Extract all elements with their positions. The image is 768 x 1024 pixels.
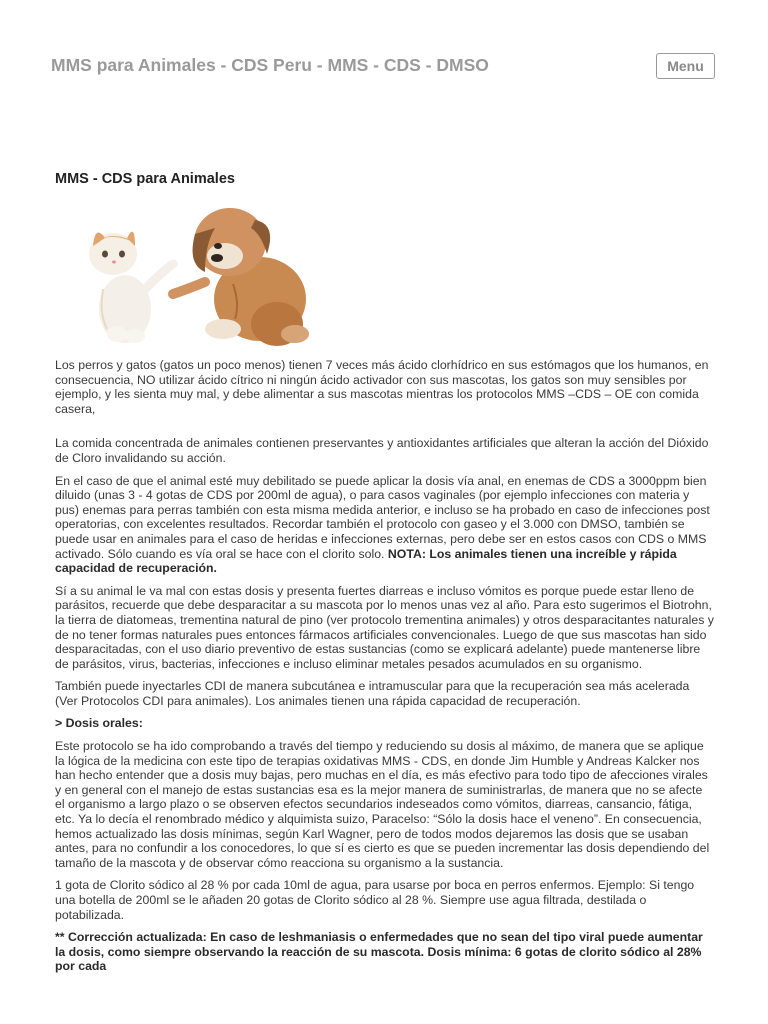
dog-figure (173, 208, 309, 346)
paragraph-5: También puede inyectarles CDI de manera subcutánea e intramuscular para que la recuperación sea más acelerada (Ver Protocolos CDI para animales). Los animales tienen una rápida capacidad de recuperación. (55, 679, 690, 708)
paragraph-6: Este protocolo se ha ido comprobando a través del tiempo y reduciendo su dosis al máximo, de manera que se aplique la lógica de la medicina con este tipo de terapias oxidativas MMS - CDS, en donde Jim Humble y Andreas Kalcker nos han hecho entender que a dosis muy bajas, pero muchas en el día, es más efectivo para todo tipo de afecciones virales y en general con el manejo de estas sustancias esa es la mejor manera de suministrarlas, de manera que no se afecte el organismo a largo plazo o se observen efectos secundarios indeseados como vómitos, diarreas, cansancio, fátiga, etc. Ya lo decía el renombrado médico y alquimista suizo, Paracelso: “Sólo la dosis hace el veneno”. En consecuencia, hemos actualizado las dosis mínimas, según Karl Wagner, pero de todos modos dejaremos las dosis que se usaban antes, para no confundir a los conocedores, lo que sí es cierto es que se pueden incrementar las dosis dependiendo del tamaño de la mascota y de observar cómo reacciona su organismo a la sustancia. (55, 739, 710, 870)
cat-figure (89, 232, 173, 343)
article-title: MMS - CDS para Animales (55, 171, 235, 187)
paragraph-7: 1 gota de Clorito sódico al 28 % por cada 10ml de agua, para usarse por boca en perros enfermos. Ejemplo: Si tengo una botella de 200ml se le añaden 20 gotas de Clorito sódico al 28 %. Siempre use agua filtrada, destilada o potabilizada. (55, 878, 695, 922)
paragraph-4: Sí a su animal le va mal con estas dosis y presenta fuertes diarreas e incluso vómitos es porque puede estar lleno de parásitos, recuerde que debe desparacitar a su mascota por lo menos unas vez al año. Para esto sugerimos el Biotrohn, la tierra de diatomeas, trementina natural de pino (ver protocolo trementina animales) y otros desparacitantes naturales y de no tener formas naturales pues entonces fármacos artificiales convencionales. Luego de que sus mascotas han sido desparacitadas, con el uso diario preventivo de estas sustancias (como se explicará adelante) puede mantenerse libre de parásitos, virus, bacterias, infecciones e incluso eliminar metales pesados acumulados en su organismo. (55, 583, 714, 671)
menu-button[interactable]: Menu (656, 53, 715, 79)
paragraph-3-text: En el caso de que el animal esté muy debilitado se puede aplicar la dosis vía anal, en enemas de CDS a 3000ppm bien diluido (unas 3 - 4 gotas de CDS por 200ml de agua), o para casos vaginales (por ejemplo infecciones con materia y pus) enemas para perras también con esta misma medida anterior, e incluso se ha probado en caso de infecciones post operatorias, con excelentes resultados. Recordar también el protocolo con gaseo y el 3.000 con DMSO, también se puede usar en animales para el caso de heridas e infecciones externas, pero debe ser en estos casos con CDS o MMS activado. Sólo cuando es vía oral se hace con el clorito solo. (55, 473, 710, 561)
correction-note: ** Corrección actualizada: En caso de leshmaniasis o enfermedades que no sean del tipo viral puede aumentar la dosis, como siempre observando la reacción de su mascota. Dosis mínima: 6 gotas de clorito sódico al 28% por cada (55, 930, 703, 974)
paragraph-3-note: NOTA: Los animales tienen una increíble y rápida capacidad de recuperación. (55, 546, 677, 576)
article (55, 170, 715, 982)
paragraph-3 (55, 474, 715, 576)
site-header (0, 0, 768, 110)
dosis-heading-text: > Dosis orales: (55, 716, 143, 731)
cat-and-dog-illustration (55, 194, 325, 352)
paragraph-1: Los perros y gatos (gatos un poco menos) tienen 7 veces más ácido clorhídrico en sus estómagos que los humanos, en consecuencia, NO utilizar ácido cítrico ni ningún ácido activador con sus mascotas, los gatos son muy sensibles por ejemplo, y les sienta muy mal, y debe alimentar a sus mascotas mientras los protocolos MMS –CDS – OE con comida casera, (55, 358, 709, 416)
cat-and-dog-image (55, 194, 325, 352)
site-title[interactable]: MMS para Animales - CDS Peru - MMS - CDS - DMSO (51, 55, 489, 75)
dosis-heading (55, 716, 715, 731)
paragraph-2: La comida concentrada de animales contienen preservantes y antioxidantes artificiales que alteran la acción del Dióxido de Cloro invalidando su acción. (55, 436, 709, 465)
paragraph-8 (55, 930, 715, 974)
